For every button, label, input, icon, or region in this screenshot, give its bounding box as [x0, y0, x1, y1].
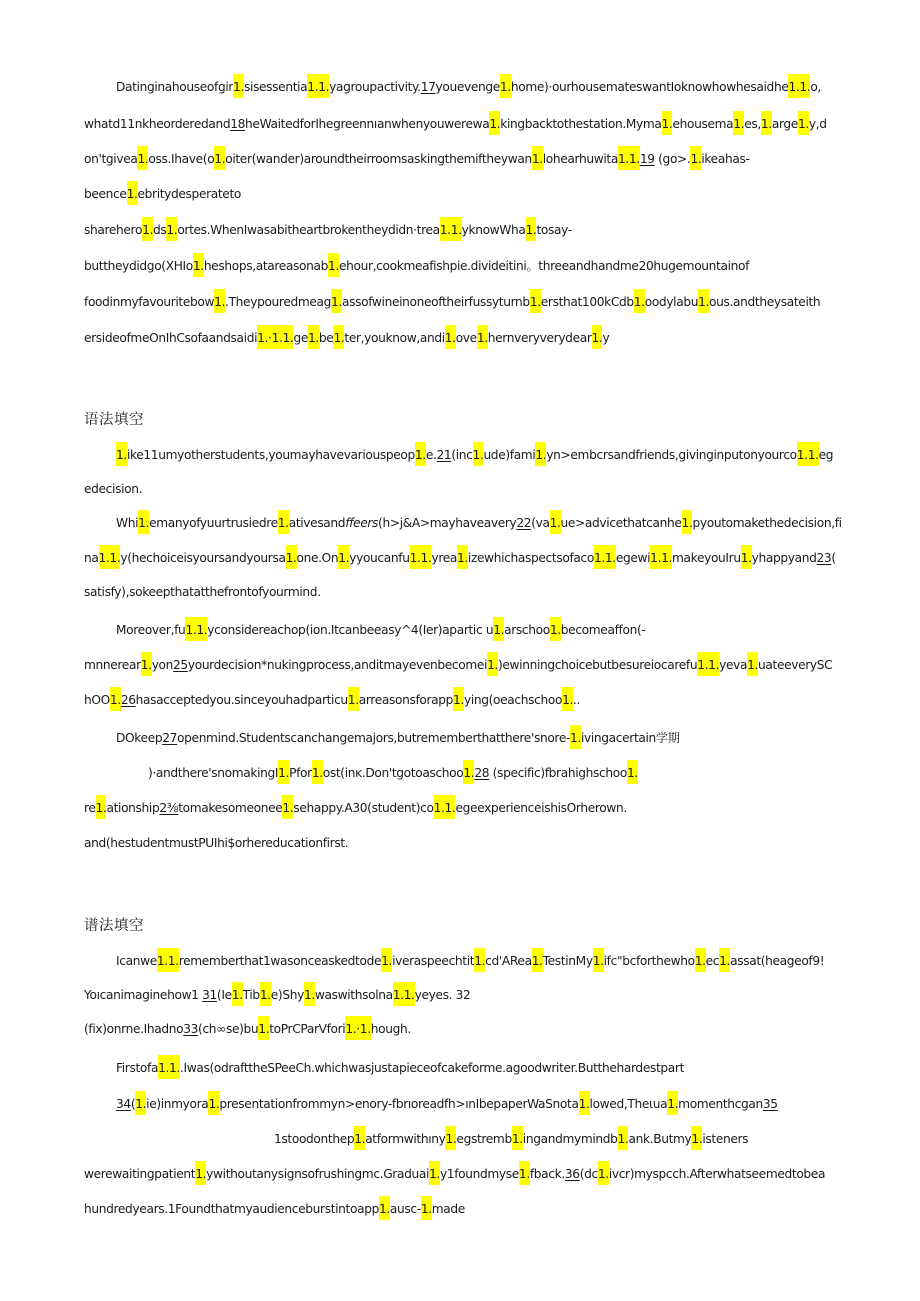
highlight-mark: 1.: [667, 1091, 678, 1115]
highlight-mark: 1.: [698, 289, 709, 313]
highlight-mark: 1.: [208, 1091, 219, 1115]
highlight-mark: 1.: [137, 146, 148, 170]
passage1-line-1: Datinginahouseofgir1.sisessentia1.1.yagroupactivity.17youevenge1.home)·ourhousemateswantIoknowhowhesaidhe1.1.o,: [116, 79, 821, 95]
section2-line-9: DOkeep27openmind.Studentscanchangemajors,butrememberthatthere'snore-1.ivingacertain学期: [116, 730, 680, 746]
section2-line-2: edecision.: [84, 482, 143, 496]
section2-line-11: re1.ationship2⅜tomakesomeonee1.sehappy.A30(student)co1.1.egeexperienceishisOrherown.: [84, 800, 627, 816]
section2-line-10: )·andthere'snomakingI1.Pfor1.ost(inĸ.Don'tgotoaschoo1.28 (specific)fbrahighschoo1.: [148, 765, 638, 781]
blank-number: 19: [639, 152, 655, 166]
blank-number: 27: [162, 731, 178, 745]
highlight-mark: 1.: [477, 325, 488, 349]
highlight-mark: 1.: [308, 325, 319, 349]
highlight-mark: 1.: [500, 74, 511, 98]
passage1-line-4: beence1.ebritydesperateto: [84, 186, 241, 202]
section3-line-6: 1stoodonthep1.atformwithıny1.egstremb1.ingandmymindb1.ank.Butmy1.isteners: [274, 1131, 748, 1147]
highlight-mark: 1.: [690, 146, 701, 170]
highlight-mark: 1.: [593, 948, 604, 972]
highlight-mark: 1.: [415, 442, 426, 466]
section2-line-1: 1.ike11umyotherstudents,youmayhavevariouspeop1.e.21(inc1.ude)fami1.yn>embcrsandfriends,givinginputonyourco1.1.eg: [116, 447, 833, 463]
highlight-mark: 1.: [141, 652, 152, 676]
passage1-line-8: ersideofmeOnIhCsofaandsaidi1.·1.1.ge1.be1.ter,youknow,andi1.ove1.hernveryverydear1.y: [84, 330, 609, 346]
passage1-line-2: whatd11nkheorderedand18heWaitedforIhegreennıanwhenyouwerewa1.kingbacktothestation.Myma1.ehousema1.es,1.arge1.y,d: [84, 116, 827, 132]
blank-number: 35: [762, 1097, 778, 1111]
highlight-mark: 1.: [473, 442, 484, 466]
highlight-mark: 1.: [96, 795, 107, 819]
highlight-mark: 1.: [798, 111, 809, 135]
highlight-mark: 1.·1.: [345, 1016, 370, 1040]
highlight-mark: 1.: [457, 545, 468, 569]
section3-line-5: 34(1.ie)inmyora1.presentationfrommyn>enory-fbrıoreadfh>ınIbepaperWaSnota1.lowed,Theιua1.momenthcgan35: [116, 1096, 778, 1112]
highlight-mark: 1.1.: [797, 442, 819, 466]
highlight-mark: 1.: [312, 760, 323, 784]
section2-line-6: Moreover,fu1.1.yconsidereachop(ion.Itcanbeeasy^4(Ier)apartic u1.arschoo1.becomeaffon(-: [116, 622, 645, 638]
blank-number: 33: [183, 1022, 199, 1036]
highlight-mark: 1.: [138, 510, 149, 534]
blank-number: 25: [173, 658, 188, 672]
highlight-mark: 1.: [691, 1126, 702, 1150]
highlight-mark: 1.: [592, 325, 603, 349]
highlight-mark: 1.: [598, 1161, 609, 1185]
highlight-mark: 1.: [719, 948, 730, 972]
highlight-mark: 1.·1.1.: [257, 325, 293, 349]
highlight-mark: 1.: [570, 725, 581, 749]
section2-line-7: mnnerear1.yon25yourdecision*nukingprocess,anditmayevenbecomei1.)ewinningchoicebutbesureiocarefu1.1.yeva1.uateeverySC: [84, 657, 832, 673]
highlight-mark: 1.: [618, 1126, 629, 1150]
highlight-mark: 1.1.: [393, 982, 415, 1006]
highlight-mark: 1.: [421, 1196, 432, 1220]
highlight-mark: 1.1.: [440, 217, 462, 241]
passage1-line-3: on'tgivea1.oss.Ihave(o1.oiter(wander)aroundtheirroomsaskingthemiftheywan1.lohearhuwita1.1.19 (go>.1.ikeahas-: [84, 151, 750, 167]
highlight-mark: 1.: [195, 1161, 206, 1185]
highlight-mark: 1.: [741, 545, 752, 569]
highlight-mark: 1.1.: [185, 617, 207, 641]
highlight-mark: 1.: [627, 760, 638, 784]
passage1-line-7: foodinmyfavouritebow1..Theypouredmeag1.assofwineinoneoftheirfussyturnb1.ersthat100kCdb1.oodylabu1.ous.andtheysateith: [84, 294, 820, 310]
highlight-mark: 1.: [535, 442, 546, 466]
passage1-line-5: sharehero1.ds1.ortes.WhenIwasabitheartbrokentheydidn·trea1.1.yknowWha1.tosay-: [84, 222, 572, 238]
highlight-mark: 1.: [135, 1091, 146, 1115]
highlight-mark: 1.: [258, 1016, 269, 1040]
blank-number: 2⅜: [159, 801, 179, 815]
highlight-mark: 1.: [463, 760, 474, 784]
section3-line-3: (fix)onrne.Ihadno33(ch∞se)bu1.toPrCParVfori1.·1.hough.: [84, 1021, 411, 1037]
highlight-mark: 1.: [379, 1196, 390, 1220]
section3-line-8: hundredyears.1Foundthatmyaudienceburstintoapp1.ausc-1.made: [84, 1201, 465, 1217]
passage1-line-6: buttheydidgo(XHIo1.heshops,atareasonab1.ehour,cookmeafishpie.divideitini。threeandhandme20hugemountainof: [84, 258, 749, 274]
blank-number: 17: [420, 80, 436, 94]
blank-number: 21: [436, 448, 452, 462]
highlight-mark: 1.: [487, 652, 498, 676]
highlight-mark: 1.: [233, 74, 244, 98]
section2-line-8: hOO1.26hasacceptedyou.sinceyouhadparticu1.arreasonsforapp1.ying(oeachschoo1...: [84, 692, 580, 708]
highlight-mark: 1.1.: [410, 545, 432, 569]
highlight-mark: 1.: [214, 146, 225, 170]
section3-line-4: Firstofa1.1..Iwas(odrafttheSPeeCh.whichwasjustapieceofcakeforme.agoodwriter.Butthehardestpart: [116, 1060, 684, 1076]
highlight-mark: 1.1.: [434, 795, 456, 819]
highlight-mark: 1.1.: [594, 545, 616, 569]
section2-line-5: satisfy),sokeepthatatthefrontofyourmind.: [84, 585, 321, 599]
highlight-mark: 1.: [328, 253, 339, 277]
highlight-mark: 1.: [127, 181, 138, 205]
section3-line-2: Yoıcanimaginehow1 31(Ie1.Tib1.e)Shy1.waswithsolna1.1.yeyes. 32: [84, 987, 470, 1003]
highlight-mark: 1.: [286, 545, 297, 569]
blank-number: 26: [120, 693, 136, 707]
highlight-mark: 1.: [761, 111, 772, 135]
highlight-mark: 1.: [512, 1126, 523, 1150]
highlight-mark: 1.: [493, 617, 504, 641]
highlight-mark: 1.: [733, 111, 744, 135]
highlight-mark: 1.: [260, 982, 271, 1006]
highlight-mark: 1.1.: [157, 948, 179, 972]
blank-number: 31: [202, 988, 217, 1002]
blank-number: 18: [230, 117, 246, 131]
highlight-mark: 1.: [550, 510, 561, 534]
highlight-mark: 1.: [489, 111, 500, 135]
section3-heading: 谱法填空: [84, 918, 144, 934]
highlight-mark: 1.: [110, 687, 121, 711]
blank-number: 23: [816, 551, 832, 565]
highlight-mark: 1.: [142, 217, 153, 241]
highlight-mark: 1.: [695, 948, 706, 972]
highlight-mark: 1.: [348, 687, 359, 711]
highlight-mark: 1.1.: [158, 1055, 180, 1079]
highlight-mark: 1.1.: [618, 146, 640, 170]
highlight-mark: 1.: [429, 1161, 440, 1185]
highlight-mark: 1.: [338, 545, 349, 569]
highlight-mark: 1.: [354, 1126, 365, 1150]
highlight-mark: 1.: [333, 325, 344, 349]
highlight-mark: 1.1.: [788, 74, 810, 98]
section3-line-7: werewaitingpatient1.ywithoutanysignsofrushingmc.Graduai1.y1foundmyse1.fback.36(dc1.ivcr)myspcch.Afterwhatseemedtobea: [84, 1166, 825, 1182]
section2-heading: 语法填空: [84, 412, 144, 428]
highlight-mark: 1.: [579, 1091, 590, 1115]
highlight-mark: 1.: [381, 948, 392, 972]
highlight-mark: 1.: [662, 111, 673, 135]
highlight-mark: 1.: [193, 253, 204, 277]
highlight-mark: 1.: [116, 442, 127, 466]
highlight-mark: 1.: [214, 289, 225, 313]
highlight-mark: 1.: [682, 510, 693, 534]
blank-number: 36: [564, 1167, 580, 1181]
blank-number: 22: [516, 516, 532, 530]
highlight-mark: 1.: [166, 217, 177, 241]
highlight-mark: 1.: [278, 760, 289, 784]
section2-line-4: na1.1.y(hechoiceisyoursandyoursa1.one.On1.yyoucanfu1.1.yrea1.izewhichaspectsofaco1.1.egewi1.1.makeyouIru1.yhappyand23(: [84, 550, 836, 566]
highlight-mark: 1.: [532, 146, 543, 170]
highlight-mark: 1.: [304, 982, 315, 1006]
highlight-mark: 1.: [550, 617, 561, 641]
highlight-mark: 1.: [453, 687, 464, 711]
highlight-mark: 1.1.: [650, 545, 672, 569]
highlight-mark: 1.: [747, 652, 758, 676]
highlight-mark: 1.: [278, 510, 289, 534]
highlight-mark: 1.: [282, 795, 293, 819]
highlight-mark: 1.1.: [99, 545, 121, 569]
section2-line-3: Whi1.emanyofyuurtrusiedre1.ativesandffeers(h>j&A>mayhaveavery22(va1.ue>advicethatcanhe1.pyoutomakethedecision,fi: [116, 515, 842, 531]
highlight-mark: 1.: [634, 289, 645, 313]
highlight-mark: 1.: [562, 687, 573, 711]
highlight-mark: 1.: [232, 982, 243, 1006]
highlight-mark: 1.: [445, 325, 456, 349]
highlight-mark: 1.: [331, 289, 342, 313]
highlight-mark: 1.: [474, 948, 485, 972]
blank-number: 28: [474, 766, 490, 780]
highlight-mark: 1.: [445, 1126, 456, 1150]
blank-number: 34: [116, 1097, 131, 1111]
section2-line-12: and(hestudentmustPUIhi$orhereducationfirst.: [84, 836, 349, 850]
highlight-mark: 1.: [532, 948, 543, 972]
highlight-mark: 1.: [530, 289, 541, 313]
section3-line-1: Icanwe1.1.rememberthat1wasonceaskedtode1.iveraspeechtit1.cd'ARea1.TestinMy1.ifc"bcforthewho1.ec1.assat(heageof9!: [116, 953, 824, 969]
highlight-mark: 1.1.: [697, 652, 719, 676]
highlight-mark: 1.: [519, 1161, 530, 1185]
highlight-mark: 1.: [526, 217, 537, 241]
highlight-mark: 1.1.: [307, 74, 329, 98]
